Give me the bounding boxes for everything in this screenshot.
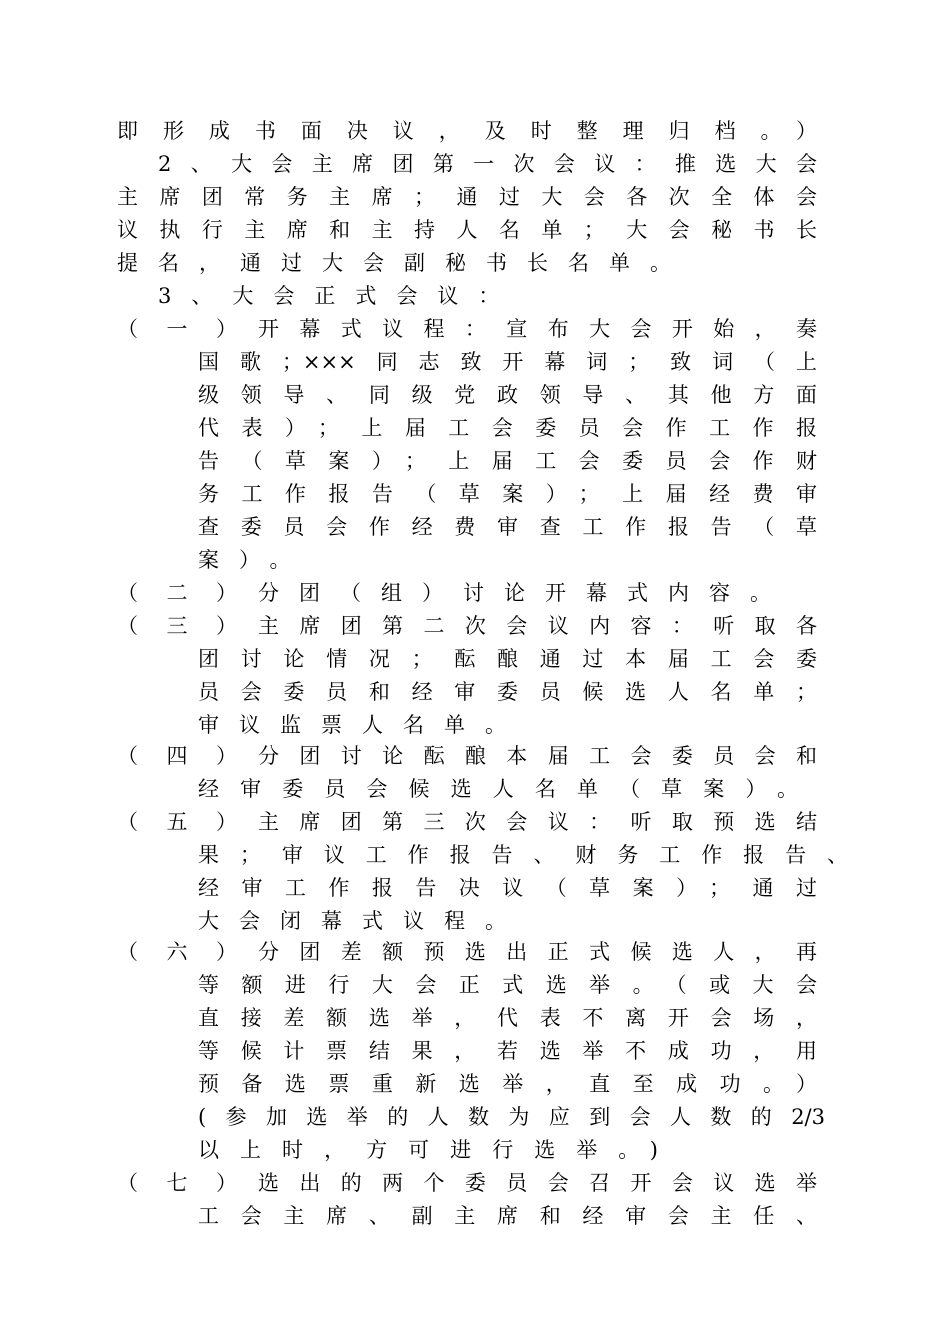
item-text: 主席团第三次会议：听取预选结 — [258, 810, 817, 834]
item-text: 经审委员会候选人名单（草案）。 — [198, 777, 798, 801]
item-text: 预备选票重新选举，直至成功。） — [198, 1072, 817, 1096]
text-line: 议执行主席和主持人名单；大会秘书长 — [117, 218, 817, 242]
text-line: 主席团常务主席；通过大会各次全体会 — [117, 185, 817, 209]
item-text: 务工作报告（草案）；上届经费审 — [198, 482, 817, 506]
item-marker: （一） — [117, 317, 237, 341]
item-text: 直接差额选举，代表不离开会场， — [198, 1006, 817, 1030]
text-line: 即形成书面决议，及时整理归档。） — [117, 119, 817, 143]
item-text: 员会委员和经审委员候选人名单； — [198, 680, 817, 704]
item-text: 主席团第二次会议内容：听取各 — [258, 614, 817, 638]
item-text: 果；审议工作报告、财务工作报告、 — [198, 843, 848, 867]
item-text: 经审工作报告决议（草案）；通过 — [198, 876, 817, 900]
item-text: 分团（组）讨论开幕式内容。 — [258, 581, 791, 605]
item-text: 选出的两个委员会召开会议选举 — [258, 1171, 817, 1195]
item-marker: （二） — [117, 581, 237, 605]
text-line: 提名，通过大会副秘书长名单。 — [117, 251, 691, 275]
item-marker: （五） — [117, 810, 237, 834]
item-text: 工会主席、副主席和经审会主任、 — [198, 1204, 817, 1228]
item-text: 分团讨论酝酿本届工会委员会和 — [258, 744, 817, 768]
item-marker: （三） — [117, 614, 237, 638]
item-text: 国歌；×××同志致开幕词；致词（上 — [198, 350, 817, 374]
item-text: 大会闭幕式议程。 — [198, 909, 526, 933]
item-text: 告（草案）；上届工会委员会作财 — [198, 449, 817, 473]
text-line: 2、大会主席团第一次会议：推选大会 — [158, 152, 817, 176]
item-text: 审议监票人名单。 — [198, 713, 526, 737]
item-text: 开幕式议程：宣布大会开始，奏 — [258, 317, 817, 341]
section-heading: 3、大会正式会议： — [158, 284, 520, 308]
item-text: 代表）；上届工会委员会作工作报 — [198, 416, 817, 440]
item-marker: （六） — [117, 940, 237, 964]
item-text: 等额进行大会正式选举。（或大会 — [198, 973, 817, 997]
item-text: 团讨论情况；酝酿通过本届工会委 — [198, 647, 817, 671]
item-text: 等候计票结果，若选举不成功，用 — [198, 1039, 817, 1063]
item-text: 级领导、同级党政领导、其他方面 — [198, 383, 817, 407]
item-text: 分团差额预选出正式候选人，再 — [258, 940, 817, 964]
item-marker: （四） — [117, 744, 237, 768]
item-text: (参加选举的人数为应到会人数的2/3 — [198, 1105, 825, 1129]
item-text: 查委员会作经费审查工作报告（草 — [198, 515, 817, 539]
item-text: 以上时，方可进行选举。) — [198, 1138, 658, 1162]
item-text: 案）。 — [198, 548, 311, 572]
item-marker: （七） — [117, 1171, 237, 1195]
